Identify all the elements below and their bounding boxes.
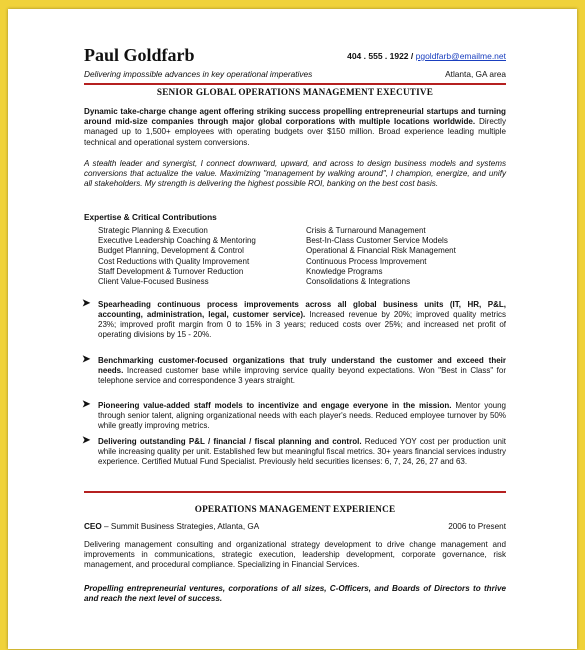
candidate-name: Paul Goldfarb <box>84 45 195 65</box>
summary-intro <box>84 107 506 148</box>
expertise-item: Knowledge Programs <box>306 266 383 276</box>
job-title-line <box>84 522 259 531</box>
expertise-item: Executive Leadership Coaching & Mentoring <box>98 236 256 246</box>
location: Atlanta, GA area <box>445 69 506 79</box>
bullet-text: Spearheading continuous process improvements across all global business units (IT, HR, P&L, accounting, administration, legal, customer service). Increased revenue by 20%; improved quality metrics 23%; improved profit margin from 0 to 15% in 3 years; reduced costs over 25%; and increased net profit of operating divisions by 15 - 20%. <box>98 300 506 340</box>
job-highlight: Propelling entrepreneurial ventures, corporations of all sizes, C-Officers, and Boards of Directors to thrive and reach the next level of success. <box>84 584 506 604</box>
arrow-bullet-icon: ➤ <box>82 354 91 365</box>
summary-intro-rest: Directly managed up to 1,500+ employees with operating budgets over $150 million. Broad experience leading multiple technical and operational system conversions. <box>84 117 506 147</box>
section-rule <box>84 491 506 493</box>
arrow-bullet-icon: ➤ <box>82 435 91 446</box>
contact-info <box>347 51 506 61</box>
expertise-item: Crisis & Turnaround Management <box>306 226 426 235</box>
summary-section-title: SENIOR GLOBAL OPERATIONS MANAGEMENT EXECUTIVE <box>156 87 434 97</box>
job-dates: 2006 to Present <box>448 522 506 531</box>
achievement-bullet <box>84 437 506 467</box>
expertise-right-column <box>306 226 456 287</box>
achievement-bullet <box>84 401 506 431</box>
bullet-text: Benchmarking customer-focused organizations that truly understand the customer and exceed their needs. Increased customer base while improving service quality beyond expectations. Won "Best in Class" for telephone service and correspondence 3 years straight. <box>98 356 506 386</box>
expertise-item: Client Value-Focused Business <box>98 277 209 287</box>
expertise-item: Consolidations & Integrations <box>306 277 411 287</box>
job-description: Delivering management consulting and organizational strategy development to drive change management and improvements in communications, strategic execution, leadership development, corporate governance, risk management, and procedural compliance. Specializing in Financial Services. <box>84 540 506 570</box>
arrow-bullet-icon: ➤ <box>82 298 91 309</box>
expertise-item: Cost Reductions with Quality Improvement <box>98 256 250 266</box>
expertise-item: Budget Planning, Development & Control <box>98 246 244 256</box>
summary-intro-bold: Dynamic take-charge change agent offering striking success propelling entrepreneurial startups and turning around mid-size companies through major global corporations with multiple locations worldwide. <box>84 107 506 127</box>
expertise-item: Continuous Process Improvement <box>306 256 427 266</box>
bullet-text: Pioneering value-added staff models to incentivize and engage everyone in the mission. Mentor young through senior talent, aligning organizational needs with each player's needs. Reduced employee turnover by 50% while greatly improving metrics. <box>98 401 507 431</box>
tagline: Delivering impossible advances in key operational imperatives <box>84 69 313 79</box>
achievement-bullet <box>84 300 506 340</box>
experience-section-title: OPERATIONS MANAGEMENT EXPERIENCE <box>194 504 396 514</box>
expertise-item: Operational & Financial Risk Management <box>306 246 456 256</box>
summary-italic-para: A stealth leader and synergist, I connect downward, upward, and across to design business models and systems conversions that actualize the value. Maximizing "management by walking around", I champion, energize, and unify all stakeholders. My strength is delivering the highest possible ROI, banking on the best cost basis. <box>84 159 506 189</box>
email-link[interactable]: pgoldfarb@emailme.net <box>415 51 506 61</box>
phone-number: 404 . 555 . 1922 / <box>347 51 416 61</box>
expertise-item: Strategic Planning & Execution <box>98 226 208 235</box>
expertise-title: Expertise & Critical Contributions <box>84 212 217 222</box>
expertise-item: Staff Development & Turnover Reduction <box>98 266 244 276</box>
resume-page <box>8 9 577 649</box>
header-rule <box>84 83 506 85</box>
job-title: CEO <box>84 522 102 531</box>
expertise-item: Best-In-Class Customer Service Models <box>306 236 448 246</box>
bullet-text: Delivering outstanding P&L / financial / fiscal planning and control. Reduced YOY cost per production unit while increasing quality per unit. Established few but meaningful fiscal metrics. 30+ years financial services industry experience. Certified Mutual Fund Specialist. Previously held securities licenses: 6, 7, 24, 26, 27 and 63. <box>98 437 506 467</box>
achievement-bullet <box>84 356 506 386</box>
job-company: – Summit Business Strategies, Atlanta, GA <box>101 522 260 531</box>
expertise-left-column <box>98 226 256 287</box>
arrow-bullet-icon: ➤ <box>82 399 91 410</box>
